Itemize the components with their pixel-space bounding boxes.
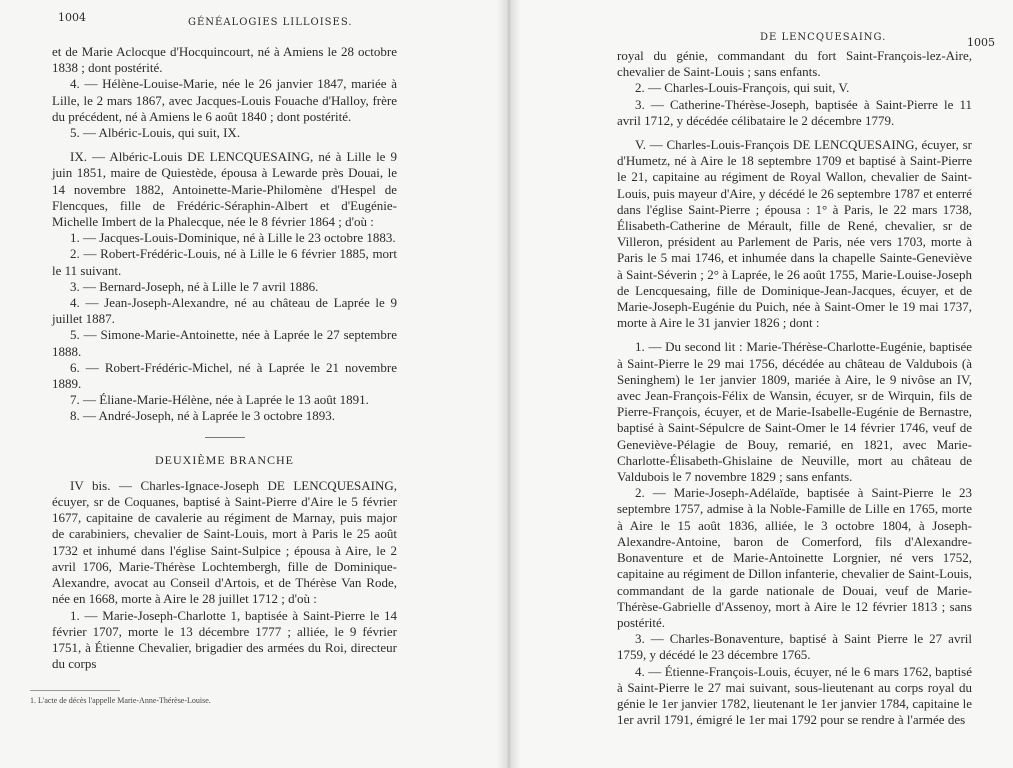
footnote: 1. L'acte de décès l'appelle Marie-Anne-Thérèse-Louise. [30, 696, 211, 705]
paragraph: et de Marie Aclocque d'Hocquincourt, né à Amiens le 28 octobre 1838 ; dont postérité. [52, 44, 397, 76]
list-item: 4. — Jean-Joseph-Alexandre, né au château de Laprée le 9 juillet 1887. [52, 295, 397, 327]
paragraph: royal du génie, commandant du fort Saint-François-lez-Aire, chevalier de Saint-Louis ; sans enfants. [617, 48, 972, 80]
right-page-body [617, 48, 972, 728]
list-item: 1. — Du second lit : Marie-Thérèse-Charlotte-Eugénie, baptisée à Saint-Pierre le 29 mai 1756, décédée au château de Valdubois (à Seninghem) le 1er janvier 1809, mariée à Aire, le 9 nivôse an IV, avec Jean-François-Félix de Wansin, écuyer, sr de Wirquin, fils de Pierre-François, écuyer, et de Marie-Isabelle-Eugénie de Bernastre, baptisé à Saint-Sépulcre de Saint-Omer le 14 février 1746, veuf de Geneviève-Pélagie de Bouy, remarié, en 1821, avec Marie-Charlotte-Élisabeth-Ghislaine de Neuville, mort au château de Valdubois le 7 novembre 1829 ; sans enfants. [617, 339, 972, 485]
list-item: 2. — Robert-Frédéric-Louis, né à Lille le 6 février 1885, mort le 11 suivant. [52, 246, 397, 278]
right-page [505, 0, 1013, 768]
list-item: 1. — Jacques-Louis-Dominique, né à Lille le 23 octobre 1883. [70, 230, 396, 246]
section-title: DEUXIÈME BRANCHE [155, 452, 294, 467]
footnote-rule [30, 690, 120, 691]
paragraph: 5. — Albéric-Louis, qui suit, IX. [70, 125, 241, 141]
list-item: 2. — Marie-Joseph-Adélaïde, baptisée à Saint-Pierre le 23 septembre 1757, admise à la Noble-Famille de Lille en 1765, morte à Aire le 15 août 1836, alliée, le 3 octobre 1804, à Joseph-Alexandre-Antoine, baron de Comerford, fils d'Alexandre-Bonaventure et de Marie-Antoinette Lorgnier, né vers 1752, capitaine au régiment de Dillon infanterie, chevalier de Saint-Louis, commandant de la garde nationale de Douai, veuf de Marie-Thérèse-Gabrielle d'Assenoy, mort à Aire le 12 février 1813 ; sans postérité. [617, 485, 972, 630]
list-item: 1. — Marie-Joseph-Charlotte 1, baptisée à Saint-Pierre le 14 février 1707, morte le 13 décembre 1777 ; alliée, le 9 février 1751, à Étienne Chevalier, brigadier des armées du Roi, directeur du corps [52, 607, 397, 672]
list-item: 3. — Charles-Bonaventure, baptisé à Saint Pierre le 27 avril 1759, y décédé le 23 décembre 1765. [617, 631, 972, 663]
list-item: 7. — Éliane-Marie-Hélène, née à Laprée le 13 août 1891. [70, 392, 369, 408]
left-page [0, 0, 505, 768]
paragraph: 4. — Hélène-Louise-Marie, née le 26 janvier 1847, mariée à Lille, le 2 mars 1867, avec Jacques-Louis Fouache d'Halloy, frère du précédent, né à Amiens le 6 août 1840 ; dont postérité. [52, 76, 397, 124]
left-page-number: 1004 [58, 11, 86, 24]
list-item: 3. — Bernard-Joseph, né à Lille le 7 avril 1886. [70, 278, 319, 294]
list-item: 5. — Simone-Marie-Antoinette, née à Laprée le 27 septembre 1888. [52, 327, 397, 359]
paragraph: V. — Charles-Louis-François DE LENCQUESAING, écuyer, sr d'Humetz, né à Aire le 18 septembre 1709 et baptisé à Saint-Pierre le 21, capitaine au régiment de Royal Wallon, chevalier de Saint-Louis, puis mayeur d'Aire, y décédé le 26 septembre 1787 et enterré dans l'église Saint-Pierre ; épousa : 1° à Paris, le 22 mars 1738, Élisabeth-Catherine de Mérault, fille de René, chevalier, sr de Villeron, président au Parlement de Paris, née vers 1703, morte à Paris le 5 mai 1746, et inhumée dans la chapelle Sainte-Geneviève à Saint-Séverin ; 2° à Laprée, le 26 août 1755, Marie-Louise-Joseph de Lencquesaing, fille de Dominique-Jean-Jacques, écuyer, et de Marie-Joseph-Eugénie du Puich, née à Saint-Omer le 19 mai 1737, morte à Aire le 31 janvier 1826 ; dont : [617, 137, 972, 331]
list-item: 2. — Charles-Louis-François, qui suit, V. [635, 80, 850, 96]
list-item: 8. — André-Joseph, né à Laprée le 3 octobre 1893. [70, 408, 335, 424]
paragraph: IX. — Albéric-Louis DE LENCQUESAING, né à Lille le 9 juin 1851, maire de Quiestède, épousa à Lewarde près Douai, le 14 novembre 1882, Antoinette-Marie-Philomène d'Hespel de Flencques, fille de Frédéric-Séraphin-Albert et d'Eugénie-Michelle Imbert de la Phalecque, née le 8 février 1864 ; d'où : [52, 149, 397, 230]
right-page-number: 1005 [967, 36, 995, 49]
separator-rule [205, 437, 245, 438]
left-running-head: GÉNÉALOGIES LILLOISES. [188, 17, 353, 28]
right-running-head: DE LENCQUESAING. [760, 32, 887, 43]
list-item: 3. — Catherine-Thérèse-Joseph, baptisée à Saint-Pierre le 11 avril 1712, y décédée célibataire le 2 décembre 1779. [617, 96, 972, 128]
book-gutter [497, 0, 521, 768]
list-item: 4. — Étienne-François-Louis, écuyer, né le 6 mars 1762, baptisé à Saint-Pierre le 27 mai suivant, sous-lieutenant au corps royal du génie le 1er janvier 1782, lieutenant le 1er janvier 1784, capitaine le 1er avril 1791, émigré le 1er mai 1792 pour se rendre à l'armée des [617, 663, 972, 728]
list-item: 6. — Robert-Frédéric-Michel, né à Laprée le 21 novembre 1889. [52, 359, 397, 392]
left-page-body [52, 44, 397, 672]
paragraph: IV bis. — Charles-Ignace-Joseph DE LENCQUESAING, écuyer, sr de Coquanes, baptisé à Saint-Pierre d'Aire le 5 février 1677, capitaine de cavalerie au régiment de Marnay, puis major de carabiniers, chevalier de Saint-Louis, mort à Paris le 25 août 1732 et inhumé dans l'église Saint-Sulpice ; épousa à Aire, le 2 avril 1706, Marie-Thérèse Lochtembergh, fille de Dominique-Alexandre, avocat au Conseil d'Artois, et de Thérèse Van Rode, née en 1668, morte à Aire le 28 juillet 1712 ; d'où : [52, 477, 397, 607]
